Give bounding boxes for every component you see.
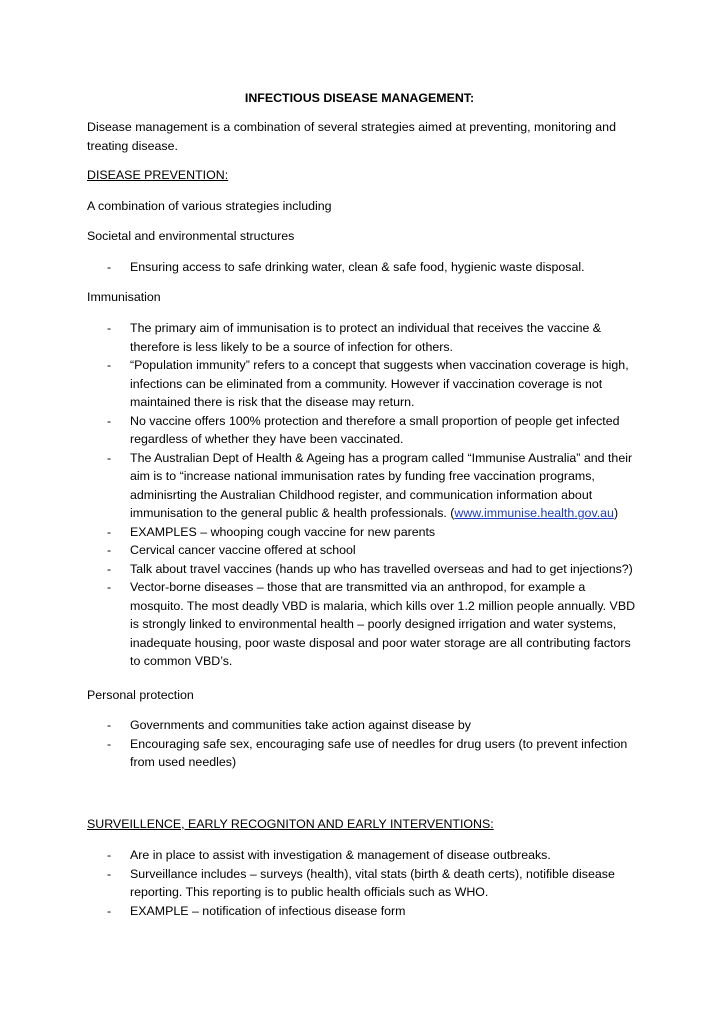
list-item — [0, 449, 719, 523]
list-item — [0, 319, 719, 356]
bullet-dash: - — [107, 413, 112, 428]
list-item-text: EXAMPLE – notification of infectious disease form — [130, 903, 406, 918]
list-item — [0, 412, 719, 449]
immunisation-heading: Immunisation — [87, 290, 161, 304]
list-item-text: The primary aim of immunisation is to protect an individual that receives the vaccine & therefore is less likely to be a source of infection for others. — [130, 321, 602, 354]
list-item — [0, 560, 719, 579]
combination-text: A combination of various strategies including — [87, 199, 332, 213]
document-title: INFECTIOUS DISEASE MANAGEMENT: — [244, 91, 475, 105]
bullet-dash: - — [107, 561, 112, 576]
bullet-dash: - — [107, 450, 112, 465]
list-item — [0, 578, 719, 671]
list-item-text: Cervical cancer vaccine offered at school — [130, 543, 356, 557]
bullet-dash: - — [107, 866, 112, 881]
list-item-text: Surveillance includes – surveys (health), vital stats (birth & death certs), notifible disease reporting. This reporting is to public health officials such as WHO. — [130, 866, 615, 899]
link-line: immunisation to the general public & health professionals. (www.immunise.health.gov.au) — [130, 506, 619, 520]
list-item — [0, 865, 719, 902]
immunisation-list — [0, 319, 719, 671]
list-item — [0, 846, 719, 865]
bullet-dash: - — [107, 718, 112, 732]
disease-prevention-heading: DISEASE PREVENTION: — [87, 168, 229, 182]
list-item-text: Governments and communities take action against disease by — [130, 718, 471, 732]
bullet-dash: - — [107, 543, 112, 557]
bullet-dash: - — [107, 321, 112, 335]
personal-protection-list — [0, 716, 719, 772]
list-item-text: “Population immunity” refers to a concept that suggests when vaccination coverage is high, infections can be eliminated from a community. However if vaccination coverage is not maintained there is risk that the disease may return. — [130, 358, 629, 409]
bullet-dash: - — [107, 358, 112, 372]
bullet-dash: - — [107, 524, 112, 539]
list-item — [0, 523, 719, 542]
bullet-dash: - — [107, 903, 112, 918]
list-item-text: EXAMPLES – whooping cough vaccine for new parents — [130, 524, 436, 539]
list-item-text: No vaccine offers 100% protection and therefore a small proportion of people get infected regardless of whether they have been vaccinated. — [130, 413, 620, 446]
intro-line: treating disease. — [87, 138, 178, 153]
societal-heading: Societal and environmental structures — [87, 229, 295, 243]
bullet-dash: - — [107, 260, 112, 274]
surveillance-heading: SURVEILLENCE, EARLY RECOGNITON AND EARLY INTERVENTIONS: — [87, 817, 494, 831]
list-item-text: Ensuring access to safe drinking water, clean & safe food, hygienic waste disposal. — [130, 260, 585, 274]
list-item — [0, 258, 719, 277]
list-item-text: The Australian Dept of Health & Ageing has a program called “Immunise Australia” and their aim is to “increase national immunisation rates by funding free vaccination programs, adminisrting the Australian Childhood register, and communication information about immunisation to the general public & health professionals. (www.immunise.health.gov.au) — [130, 449, 719, 523]
list-item-text: Encouraging safe sex, encouraging safe use of needles for drug users (to prevent infection from used needles) — [130, 736, 628, 769]
personal-protection-heading: Personal protection — [87, 688, 194, 702]
bullet-dash: - — [107, 580, 112, 594]
intro-line: Disease management is a combination of several strategies aimed at preventing, monitoring and — [87, 120, 616, 134]
surveillance-list — [0, 846, 719, 920]
list-item — [0, 735, 719, 772]
intro-paragraph — [87, 118, 647, 155]
list-item — [0, 541, 719, 560]
list-item-text: Vector-borne diseases – those that are transmitted via an anthropod, for example a mosquito. The most deadly VBD is malaria, which kills over 1.2 million people annually. VBD is strongly linked to environmental health – poorly designed irrigation and water systems, inadequate housing, poor waste disposal and poor water storage are all contributing factors to common VBD’s. — [130, 580, 636, 668]
list-item-text: Talk about travel vaccines (hands up who has travelled overseas and had to get injections?) — [130, 561, 633, 576]
list-item — [0, 716, 719, 735]
bullet-dash: - — [107, 736, 112, 751]
list-item — [0, 902, 719, 921]
societal-list — [0, 258, 719, 277]
list-item-text: Are in place to assist with investigation & management of disease outbreaks. — [130, 848, 551, 862]
immunise-website-link[interactable]: www.immunise.health.gov.au — [454, 506, 614, 520]
bullet-dash: - — [107, 848, 112, 862]
list-item — [0, 356, 719, 412]
